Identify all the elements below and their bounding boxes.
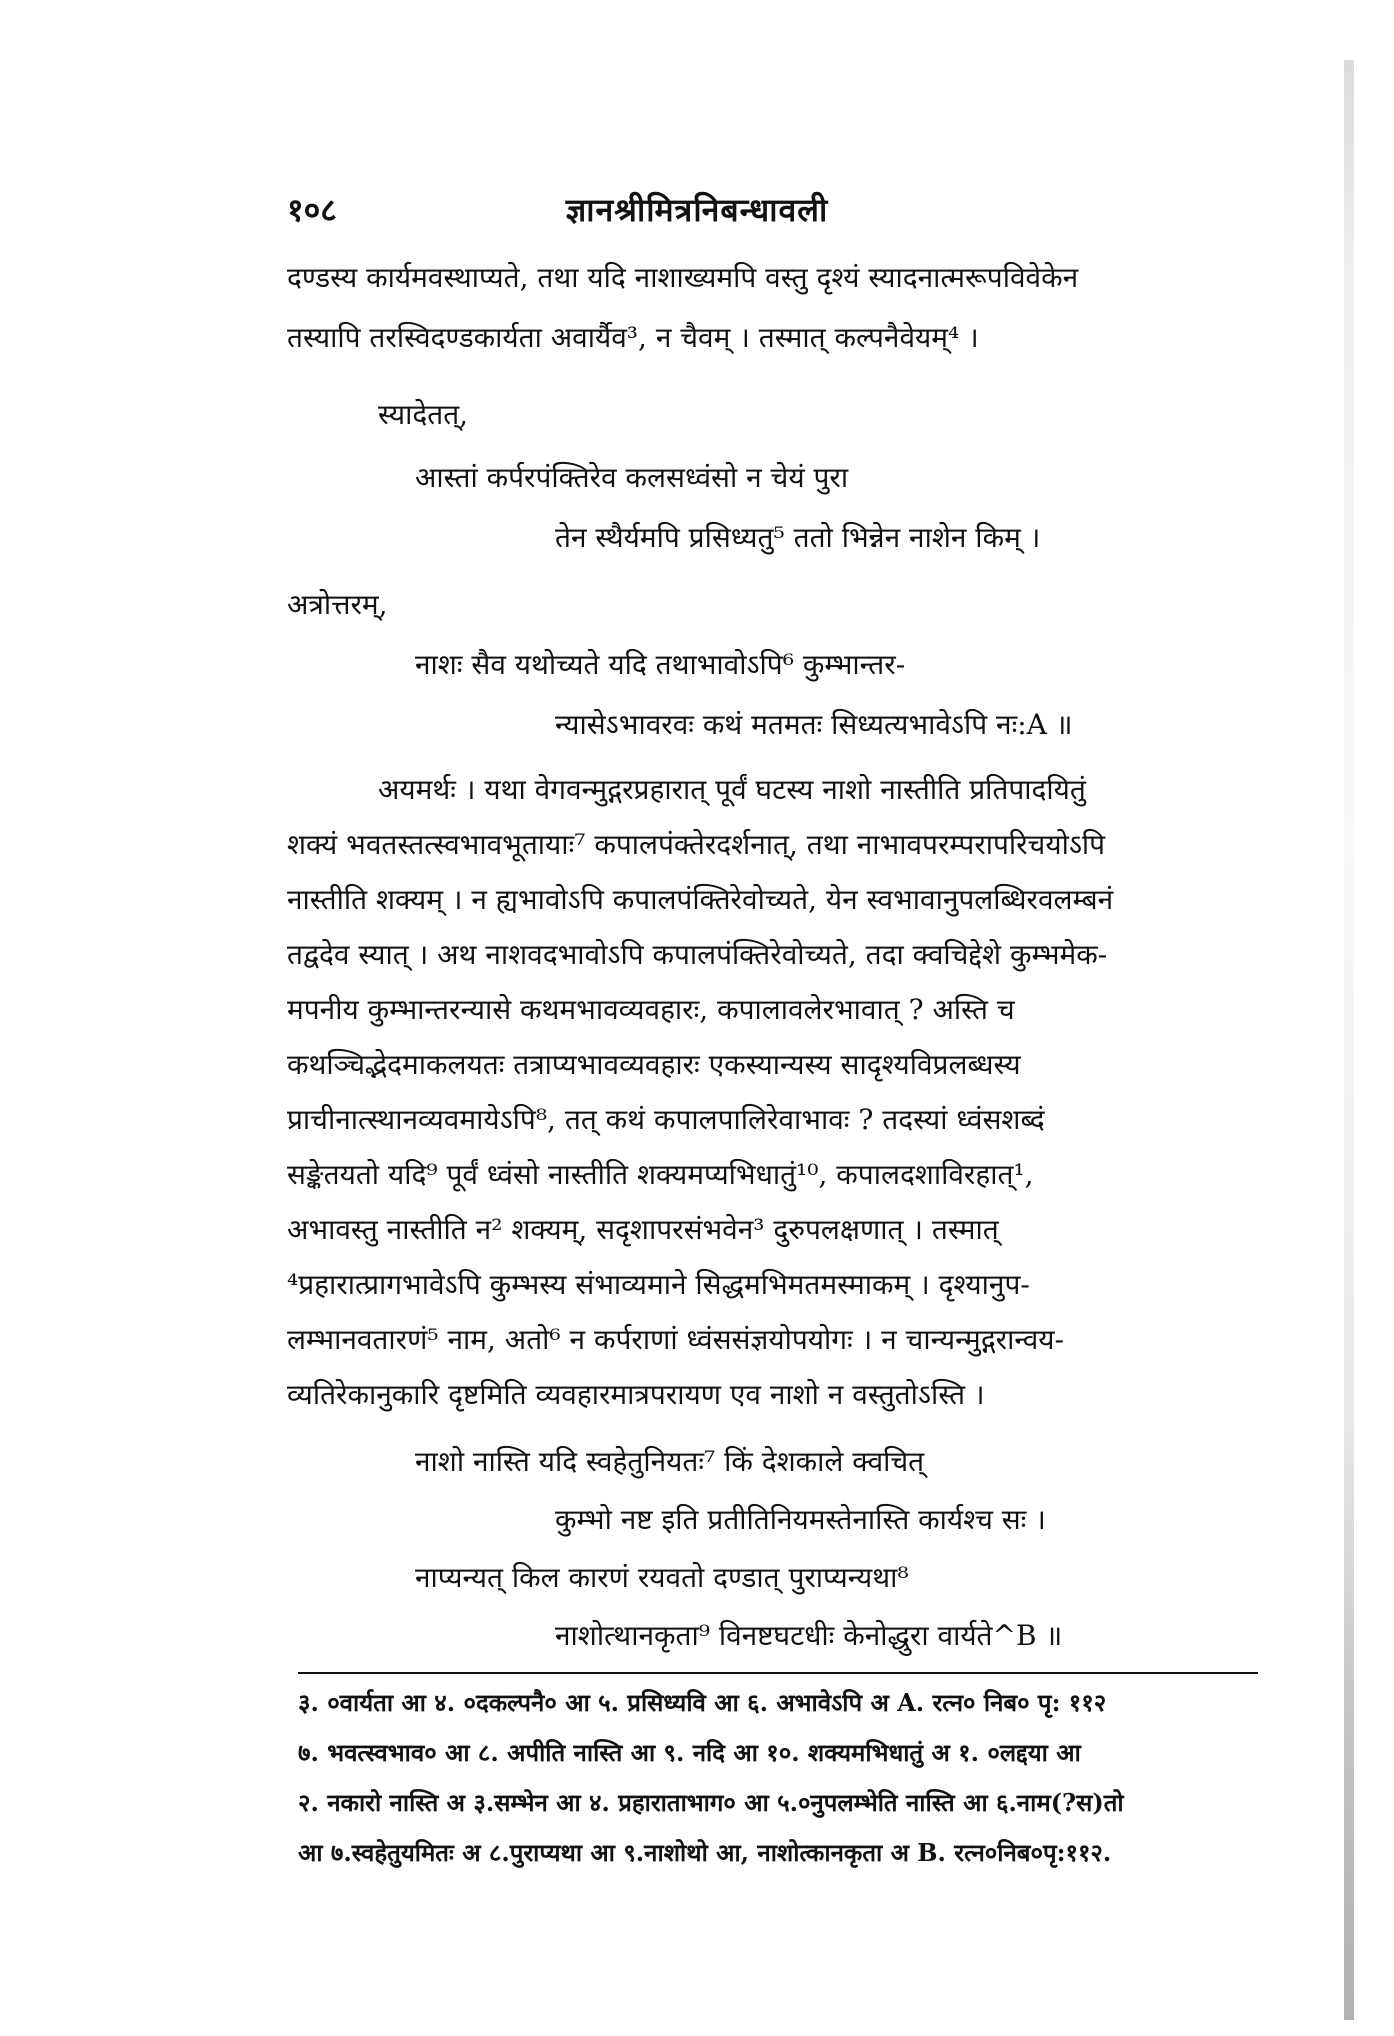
- verse-line: न्यासेऽभावरवः कथं मतमतः सिध्यत्यभावेऽपि नः:A ॥: [555, 708, 1073, 741]
- body-line: कथञ्चिद्भेदमाकलयतः तत्राप्यभावव्यवहारः एकस्यान्यस्य सादृश्यविप्रलब्धस्य: [287, 1048, 1021, 1081]
- verse-line: कुम्भो नष्ट इति प्रतीतिनियमस्तेनास्ति कार्यश्च सः ।: [555, 1503, 1046, 1536]
- body-line: सङ्केतयतो यदि⁹ पूर्वं ध्वंसो नास्तीति शक्यमप्यभिधातुं¹⁰, कपालदशाविरहात्¹,: [287, 1158, 1034, 1191]
- footnote-line: २. नकारो नास्ति अ ३.सम्भेन आ ४. प्रहाराताभाग० आ ५.०नुपलम्भेति नास्ति आ ६.नाम(?स)तो: [298, 1788, 1124, 1817]
- verse-line: नाप्यन्यत् किल कारणं रयवतो दण्डात् पुराप्यन्यथा⁸: [415, 1561, 909, 1594]
- footnote-line: ७. भवत्स्वभाव० आ ८. अपीति नास्ति आ ९. नदि आ १०. शक्यमभिधातुं अ १. ०लद्दया आ: [298, 1738, 1081, 1767]
- body-line: अभावस्तु नास्तीति न² शक्यम्, सदृशापरसंभवेन³ दुरुपलक्षणात् । तस्मात्: [287, 1213, 999, 1246]
- footnotes-section: [298, 1672, 1258, 1867]
- body-line: मपनीय कुम्भान्तरन्यासे कथमभावव्यवहारः, कपालावलेरभावात् ? अस्ति च: [287, 993, 1015, 1026]
- footnote-line: ३. ०वार्यता आ ४. ०दकल्पनै० आ ५. प्रसिध्यवि आ ६. अभावेऽपि अ A. रत्न० निब० पृ: ११२: [298, 1688, 1107, 1717]
- body-line: अत्रोत्तरम्,: [287, 588, 388, 621]
- footnote-line: आ ७.स्वहेतुयमितः अ ८.पुराप्यथा आ ९.नाशोथो आ, नाशोत्कानकृता अ B. रत्न०निब०पृ:११२.: [298, 1838, 1112, 1867]
- verse-line: नाशः सैव यथोच्यते यदि तथाभावोऽपि⁶ कुम्भान्तर-: [415, 648, 906, 681]
- body-line: ⁴प्रहारात्प्रागभावेऽपि कुम्भस्य संभाव्यमाने सिद्धमभिमतमस्माकम् । दृश्यानुप-: [287, 1268, 1030, 1301]
- body-line: दण्डस्य कार्यमवस्थाप्यते, तथा यदि नाशाख्यमपि वस्तु दृश्यं स्यादनात्मरूपविवेकेन: [287, 261, 1079, 294]
- body-line: तद्वदेव स्यात् । अथ नाशवदभावोऽपि कपालपंक्तिरेवोच्यते, तदा क्वचिद्देशे कुम्भमेक-: [287, 938, 1108, 971]
- page-edge-shadow: [1344, 60, 1354, 2020]
- body-line: शक्यं भवतस्तत्स्वभावभूतायाः⁷ कपालपंक्तेरदर्शनात्, तथा नाभावपरम्परापरिचयोऽपि: [287, 828, 1106, 861]
- verse-line: नाशोत्थानकृता⁹ विनष्टघटधीः केनोद्धुरा वार्यते^B ॥: [555, 1619, 1063, 1652]
- body-line: नास्तीति शक्यम् । न ह्यभावोऽपि कपालपंक्तिरेवोच्यते, येन स्वभावानुपलब्धिरवलम्बनं: [287, 883, 1114, 916]
- page-title: ज्ञानश्रीमित्रनिबन्धावली: [565, 191, 829, 229]
- body-line: स्यादेतत्,: [378, 398, 469, 431]
- page-number: १०८: [287, 191, 337, 229]
- body-line: लम्भानवतारणं⁵ नाम, अतो⁶ न कर्पराणां ध्वंससंज्ञयोपयोगः । न चान्यन्मुद्गरान्वय-: [287, 1323, 1064, 1356]
- verse-line: नाशो नास्ति यदि स्वहेतुनियतः⁷ किं देशकाले क्वचित्: [415, 1445, 925, 1478]
- verse-line: तेन स्थैर्यमपि प्रसिध्यतु⁵ ततो भिन्नेन नाशेन किम् ।: [555, 521, 1041, 554]
- body-line: व्यतिरेकानुकारि दृष्टमिति व्यवहारमात्रपरायण एव नाशो न वस्तुतोऽस्ति ।: [287, 1378, 985, 1411]
- body-line: अयमर्थः । यथा वेगवन्मुद्गरप्रहारात् पूर्वं घटस्य नाशो नास्तीति प्रतिपादयितुं: [378, 773, 1086, 806]
- body-line: प्राचीनात्स्थानव्यवमायेऽपि⁸, तत् कथं कपालपालिरेवाभावः ? तदस्यां ध्वंसशब्दं: [287, 1103, 1045, 1136]
- body-line: तस्यापि तरस्विदण्डकार्यता अवार्यैव³, न चैवम् । तस्मात् कल्पनैवेयम्⁴ ।: [287, 321, 979, 354]
- verse-line: आस्तां कर्परपंक्तिरेव कलसध्वंसो न चेयं पुरा: [415, 461, 849, 494]
